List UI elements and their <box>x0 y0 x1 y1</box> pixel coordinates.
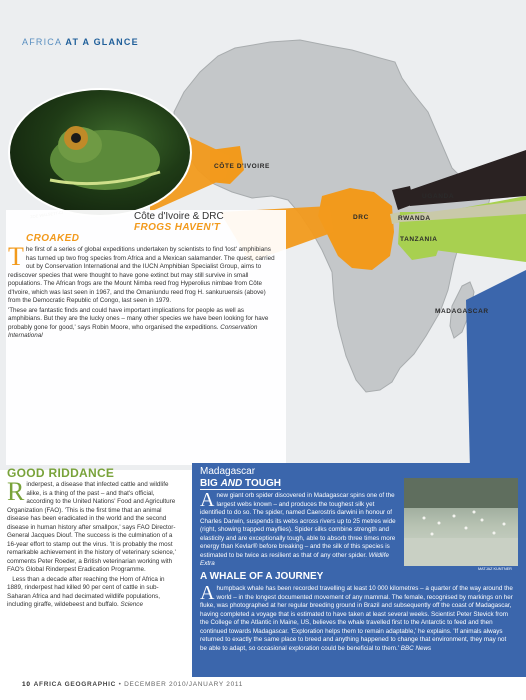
section-header <box>22 37 139 47</box>
label-uganda: UGANDA <box>422 193 455 200</box>
frog-photo <box>8 88 192 217</box>
whale-source: BBC News <box>400 644 432 652</box>
frogs-title <box>26 222 221 244</box>
frogs-article-body <box>8 242 278 342</box>
page-number: 10 <box>22 681 31 688</box>
frogs-paragraph-2 <box>8 307 278 341</box>
page-footer <box>22 681 243 688</box>
mayflies <box>423 511 506 536</box>
frogs-p1-text: he first of a series of global expeditions undertaken by scientists to find 'lost' amphibians has turned up two frog species from Africa and a Mexican salamander. The quest, carried out by Conservation International and the IUCN Amphibian Specialist Group, aims to rediscover species that were thought to have gone extinct but may still survive in small populations. The African frogs are the Mount Nimba reed frog Hyperolius nimbae from Côte d'Ivoire, which was last seen in 1967, and the Omaniundu reed frog H. sankuruensis (above) from the Democratic Republic of Congo, last seen in 1979. <box>8 246 275 304</box>
frogs-paragraph-1 <box>8 242 278 306</box>
magazine-name: AFRICA GEOGRAPHIC <box>33 681 117 688</box>
forest-canopy <box>404 478 518 508</box>
madagascar-title-em: AND <box>220 478 243 489</box>
label-cote-divoire: CÔTE D'IVOIRE <box>214 163 270 170</box>
frogs-source: Conservation International <box>8 323 258 339</box>
madagascar-title-pre: BIG <box>200 478 221 489</box>
good-riddance-body <box>7 477 179 611</box>
river-water <box>404 538 518 566</box>
frogs-title-line2: CROAKED <box>26 233 80 244</box>
frogs-title-line1: FROGS HAVEN'T <box>134 222 221 233</box>
good-riddance-p2-text: Less than a decade after reaching the Horn of Africa in 1889, rinderpest had killed 90 per cent of cattle in sub-Saharan Africa and had decimated wildlife populations, including giraffe, wildebeest and buffalo. <box>7 575 165 608</box>
frog-illustration <box>10 90 190 215</box>
issue-date: • DECEMBER 2010/JANUARY 2011 <box>116 681 244 688</box>
section-header-prefix: AFRICA <box>22 37 66 47</box>
spider-web-photo <box>404 478 518 566</box>
label-madagascar: MADAGASCAR <box>435 308 489 315</box>
label-tanzania: TANZANIA <box>400 236 438 243</box>
madagascar-connector-wedge <box>466 270 526 470</box>
good-riddance-paragraph-2 <box>7 576 179 610</box>
madagascar-subtitle: Madagascar <box>200 466 256 477</box>
spider-web-illustration <box>404 478 518 566</box>
madagascar-title <box>200 478 281 489</box>
frogs-p2-text: 'These are fantastic finds and could have important implications for people as well as amphibians. But they are the lucky ones – many other species we have been looking for have probably gone for good,' says Robin Moore, who organised the expeditions. <box>8 306 269 331</box>
spider-photo-credit: MATJAZ KUNTNER <box>478 567 512 571</box>
whale-body <box>200 582 515 653</box>
whale-title: A WHALE OF A JOURNEY <box>200 571 324 582</box>
label-drc: DRC <box>353 214 369 221</box>
madagascar-body <box>200 489 396 569</box>
madagascar-dropcap: A <box>200 489 215 511</box>
good-riddance-p1-text: inderpest, a disease that infected cattle and wildlife alike, is a thing of the past – and that's official, according to the United Nations' Food and Agriculture Organization (FAO). 'This is the first time that an animal disease has been eradicated in the world and the second disease in human history after smallpox,' says FAO Director-General Jacques Diouf. The success is the culmination of a 16-year effort to stamp out the virus. 'It is probably the most remarkable achievement in the history of veterinary science,' comments Peter Roeder, a British veterinarian working with FAO's Global Rinderpest Eradication Programme. <box>7 481 176 573</box>
frog-pupil <box>71 133 81 143</box>
madagascar-title-post: TOUGH <box>242 478 281 489</box>
good-riddance-source: Science <box>120 601 143 608</box>
whale-dropcap: A <box>200 582 215 604</box>
madagascar-body-text: new giant orb spider discovered in Madagascar spins one of the largest webs known – and produces the toughest silk yet identified to do so. The spider, named Caerostris darwini in honour of Charles Darwin, suspends its webs across rivers up to 25 metres wide (right, showing trapped mayflies). Spider silks combine strength and elasticity and are exceptionally tough, able to absorb three times more energy than Kevlar® before breaking – and the silk of this species is estimated to be twice as resilient as that of any other spider. <box>200 492 396 559</box>
good-riddance-paragraph-1 <box>7 477 179 575</box>
good-riddance-dropcap: R <box>7 477 25 506</box>
good-riddance-title: GOOD RIDDANCE <box>7 466 115 480</box>
whale-body-text: humpback whale has been recorded travelling at least 10 000 kilometres – a quarter of the way around the world – in the longest documented movement of any mammal. The female, recognised by markings on her fluke, was photographed at her regular breeding ground in Brazil and subsequently off the coast of Madagascar, having completed a voyage that is estimated to have taken at least several weeks. Scientist Peter Stevick from the College of the Atlantic in Maine, US, believes the whale travelled first to the Antarctic to feed and then continued towards Madagascar. 'Exploration helps them to remain adaptable,' he explains. 'If animals always returned to exactly the same place to breed and anything happened to change that environment, they may not be able to adapt, so occasional exploration could be beneficial to them.' <box>200 585 513 652</box>
section-header-emphasis: AT A GLANCE <box>65 37 139 47</box>
frogs-subtitle: Côte d'Ivoire & DRC <box>134 211 224 222</box>
frogs-dropcap: T <box>8 242 24 271</box>
madagascar-source: Wildlife Extra <box>200 551 389 567</box>
label-rwanda: RWANDA <box>398 215 431 222</box>
